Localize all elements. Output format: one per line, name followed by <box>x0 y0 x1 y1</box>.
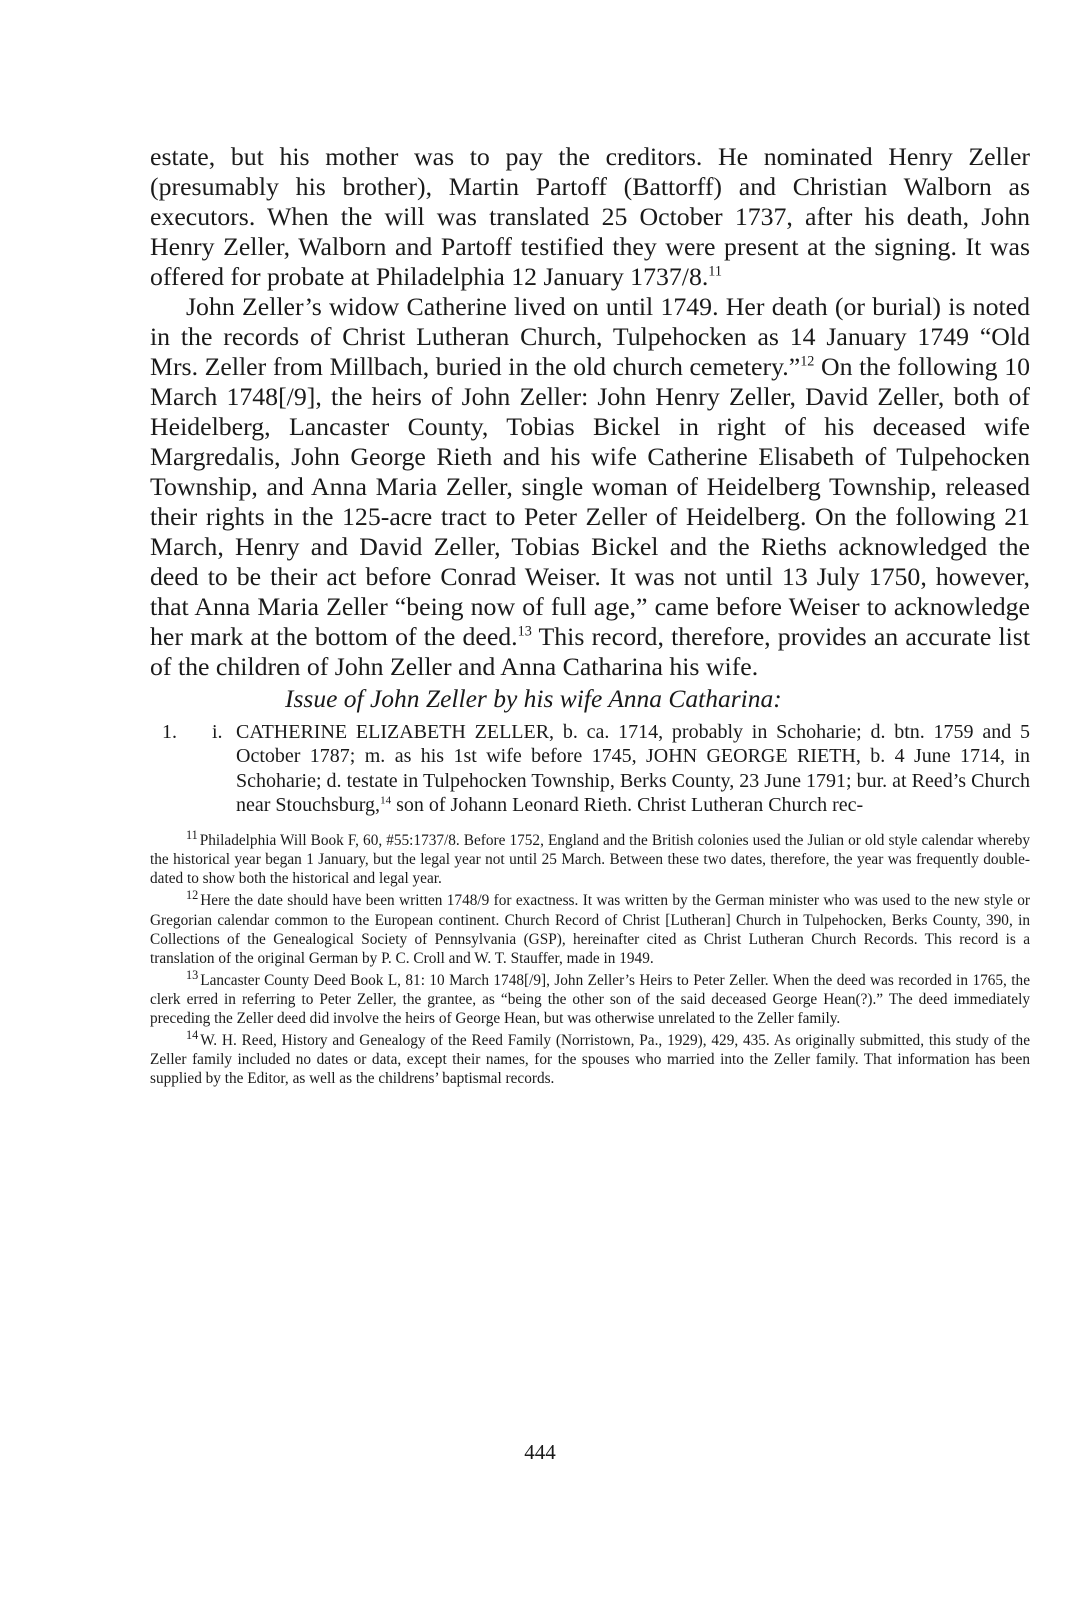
footnote-14: $^{14}$ W. H. Reed, History and Genealogy of the Reed Family (Norristown, Pa., 1929), 429, 435. As originally submitted, this study of the Zeller family included no dates or data, except their names, for the spouses who married into the Zeller family. That information has been supplied by the Editor, as well as the childrens’ baptismal records. <box>150 1028 1030 1088</box>
page-content <box>150 142 1030 1091</box>
footnotes <box>150 828 1030 1088</box>
footnote-ref-11[interactable]: 11 <box>708 263 722 280</box>
entry-number: 1. <box>162 721 177 743</box>
footnote-11: $^{11}$ Philadelphia Will Book F, 60, #55:1737/8. Before 1752, England and the British colonies used the Julian or old style calendar whereby the historical year began 1 January, but the legal year not until 25 March. Between these two dates, therefore, the year was frequently double-dated to show both the historical and legal year. <box>150 828 1030 888</box>
footnote-13: $^{13}$ Lancaster County Deed Book L, 81: 10 March 1748[/9], John Zeller’s Heirs to Peter Zeller. When the deed was recorded in 1765, the clerk erred in referring to Peter Zeller, the grantee, as “being the other son of the said deceased George Hean(?).” The deed immediately preceding the Zeller deed did involve the heirs of George Hean, but was otherwise unrelated to the Zeller family. <box>150 967 1030 1028</box>
genealogy-entry <box>150 720 1030 817</box>
issue-heading: Issue of John Zeller by his wife Anna Catharina: <box>285 684 782 713</box>
page-number: 444 <box>524 1440 556 1464</box>
footnote-ref-14[interactable]: 14 <box>380 794 392 807</box>
entry-roman: i. <box>212 721 223 743</box>
footnote-ref-12[interactable]: 12 <box>800 353 815 370</box>
footnote-12: $^{12}$ Here the date should have been written 1748/9 for exactness. It was written by the German minister who was used to the new style or Gregorian calendar common to the European continent. Church Record of Christ [Lutheran] Church in Tulpehocken, Berks County, 390, in Collections of the Genealogical Society of Pennsylvania (GSP), hereinafter cited as Christ Lutheran Church Records. This record is a translation of the original German by P. C. Croll and W. T. Stauffer, made in 1949. <box>150 888 1030 967</box>
paragraph-estate: estate, but his mother was to pay the creditors. He nominated Henry Zeller (presumably his brother), Martin Partoff (Battorff) and Christian Walborn as executors. When the will was translated 25 October 1737, after his death, John Henry Zeller, Walborn and Partoff testified they were present at the signing. It was offered for probate at Philadelphia 12 January 1737/8.11 <box>150 142 1030 291</box>
footnote-ref-13[interactable]: 13 <box>517 623 532 640</box>
paragraph-widow: John Zeller’s widow Catherine lived on until 1749. Her death (or burial) is noted in the records of Christ Lutheran Church, Tulpehocken as 14 January 1749 “Old Mrs. Zeller from Millbach, buried in the old church cemetery.”$^{12}$ On the following 10 March 1748[/9], the heirs of John Zeller: John Henry Zeller, David Zeller, both of Heidelberg, Lancaster County, Tobias Bickel in right of his deceased wife Margredalis, John George Rieth and his wife Catherine Elisabeth of Tulpehocken Township, and Anna Maria Zeller, single woman of Heidelberg Township, released their rights in the 125-acre tract to Peter Zeller of Heidelberg. On the following 21 March, Henry and David Zeller, Tobias Bickel and the Rieths acknowledged the deed to be their act before Conrad Weiser. It was not until 13 July 1750, however, that Anna Maria Zeller “being now of full age,” came before Weiser to acknowledge her mark at the bottom of the deed.$^{13}$ This record, therefore, provides an accurate list of the children of John Zeller and Anna Catharina his wife. <box>150 292 1030 681</box>
entry-text: CATHERINE ELIZABETH ZELLER, b. ca. 1714, probably in Schoharie; d. btn. 1759 and 5 October 1787; m. as his 1st wife before 1745, JOHN GEORGE RIETH, b. 4 June 1714, in Schoharie; d. testate in Tulpehocken Township, Berks County, 23 June 1791; bur. at Reed’s Church near Stouchsburg,$^{14}$ son of Johann Leonard Rieth. Christ Lutheran Church rec- <box>236 721 1030 816</box>
